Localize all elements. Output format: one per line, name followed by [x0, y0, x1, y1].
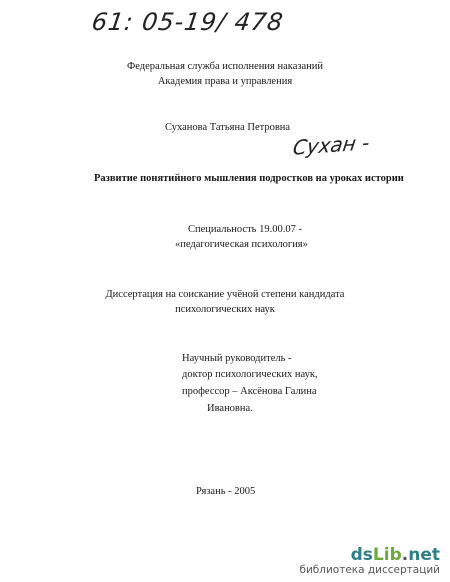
dissertation-degree: психологических наук: [175, 304, 275, 315]
supervisor-label: Научный руководитель -: [182, 353, 292, 364]
organization-name: Федеральная служба исполнения наказаний: [126, 61, 324, 72]
place-and-year: Рязань - 2005: [196, 486, 256, 497]
dslib-logo: dsLib.net: [350, 545, 440, 565]
author-name: Суханова Татьяна Петровна: [165, 122, 291, 133]
specialty-code: Специальность 19.00.07 -: [188, 224, 302, 235]
specialty-name: «педагогическая психология»: [175, 239, 308, 250]
dslib-subtitle: библиотека диссертаций: [299, 564, 440, 576]
supervisor-name: профессор – Аксёнова Галина: [182, 386, 317, 397]
supervisor-degree: доктор психологических наук,: [182, 369, 318, 380]
dslib-watermark: [299, 546, 440, 576]
author-signature: Сухан -: [291, 130, 372, 160]
dissertation-purpose: Диссертация на соискание учёной степени кандидата: [105, 289, 345, 300]
supervisor-name-cont: Ивановна.: [207, 403, 253, 414]
academy-name: Академия права и управления: [157, 76, 293, 87]
archive-number-stamp: 61: 05-19/ 478: [90, 8, 286, 36]
dissertation-title: Развитие понятийного мышления подростков на уроках истории: [94, 173, 404, 184]
